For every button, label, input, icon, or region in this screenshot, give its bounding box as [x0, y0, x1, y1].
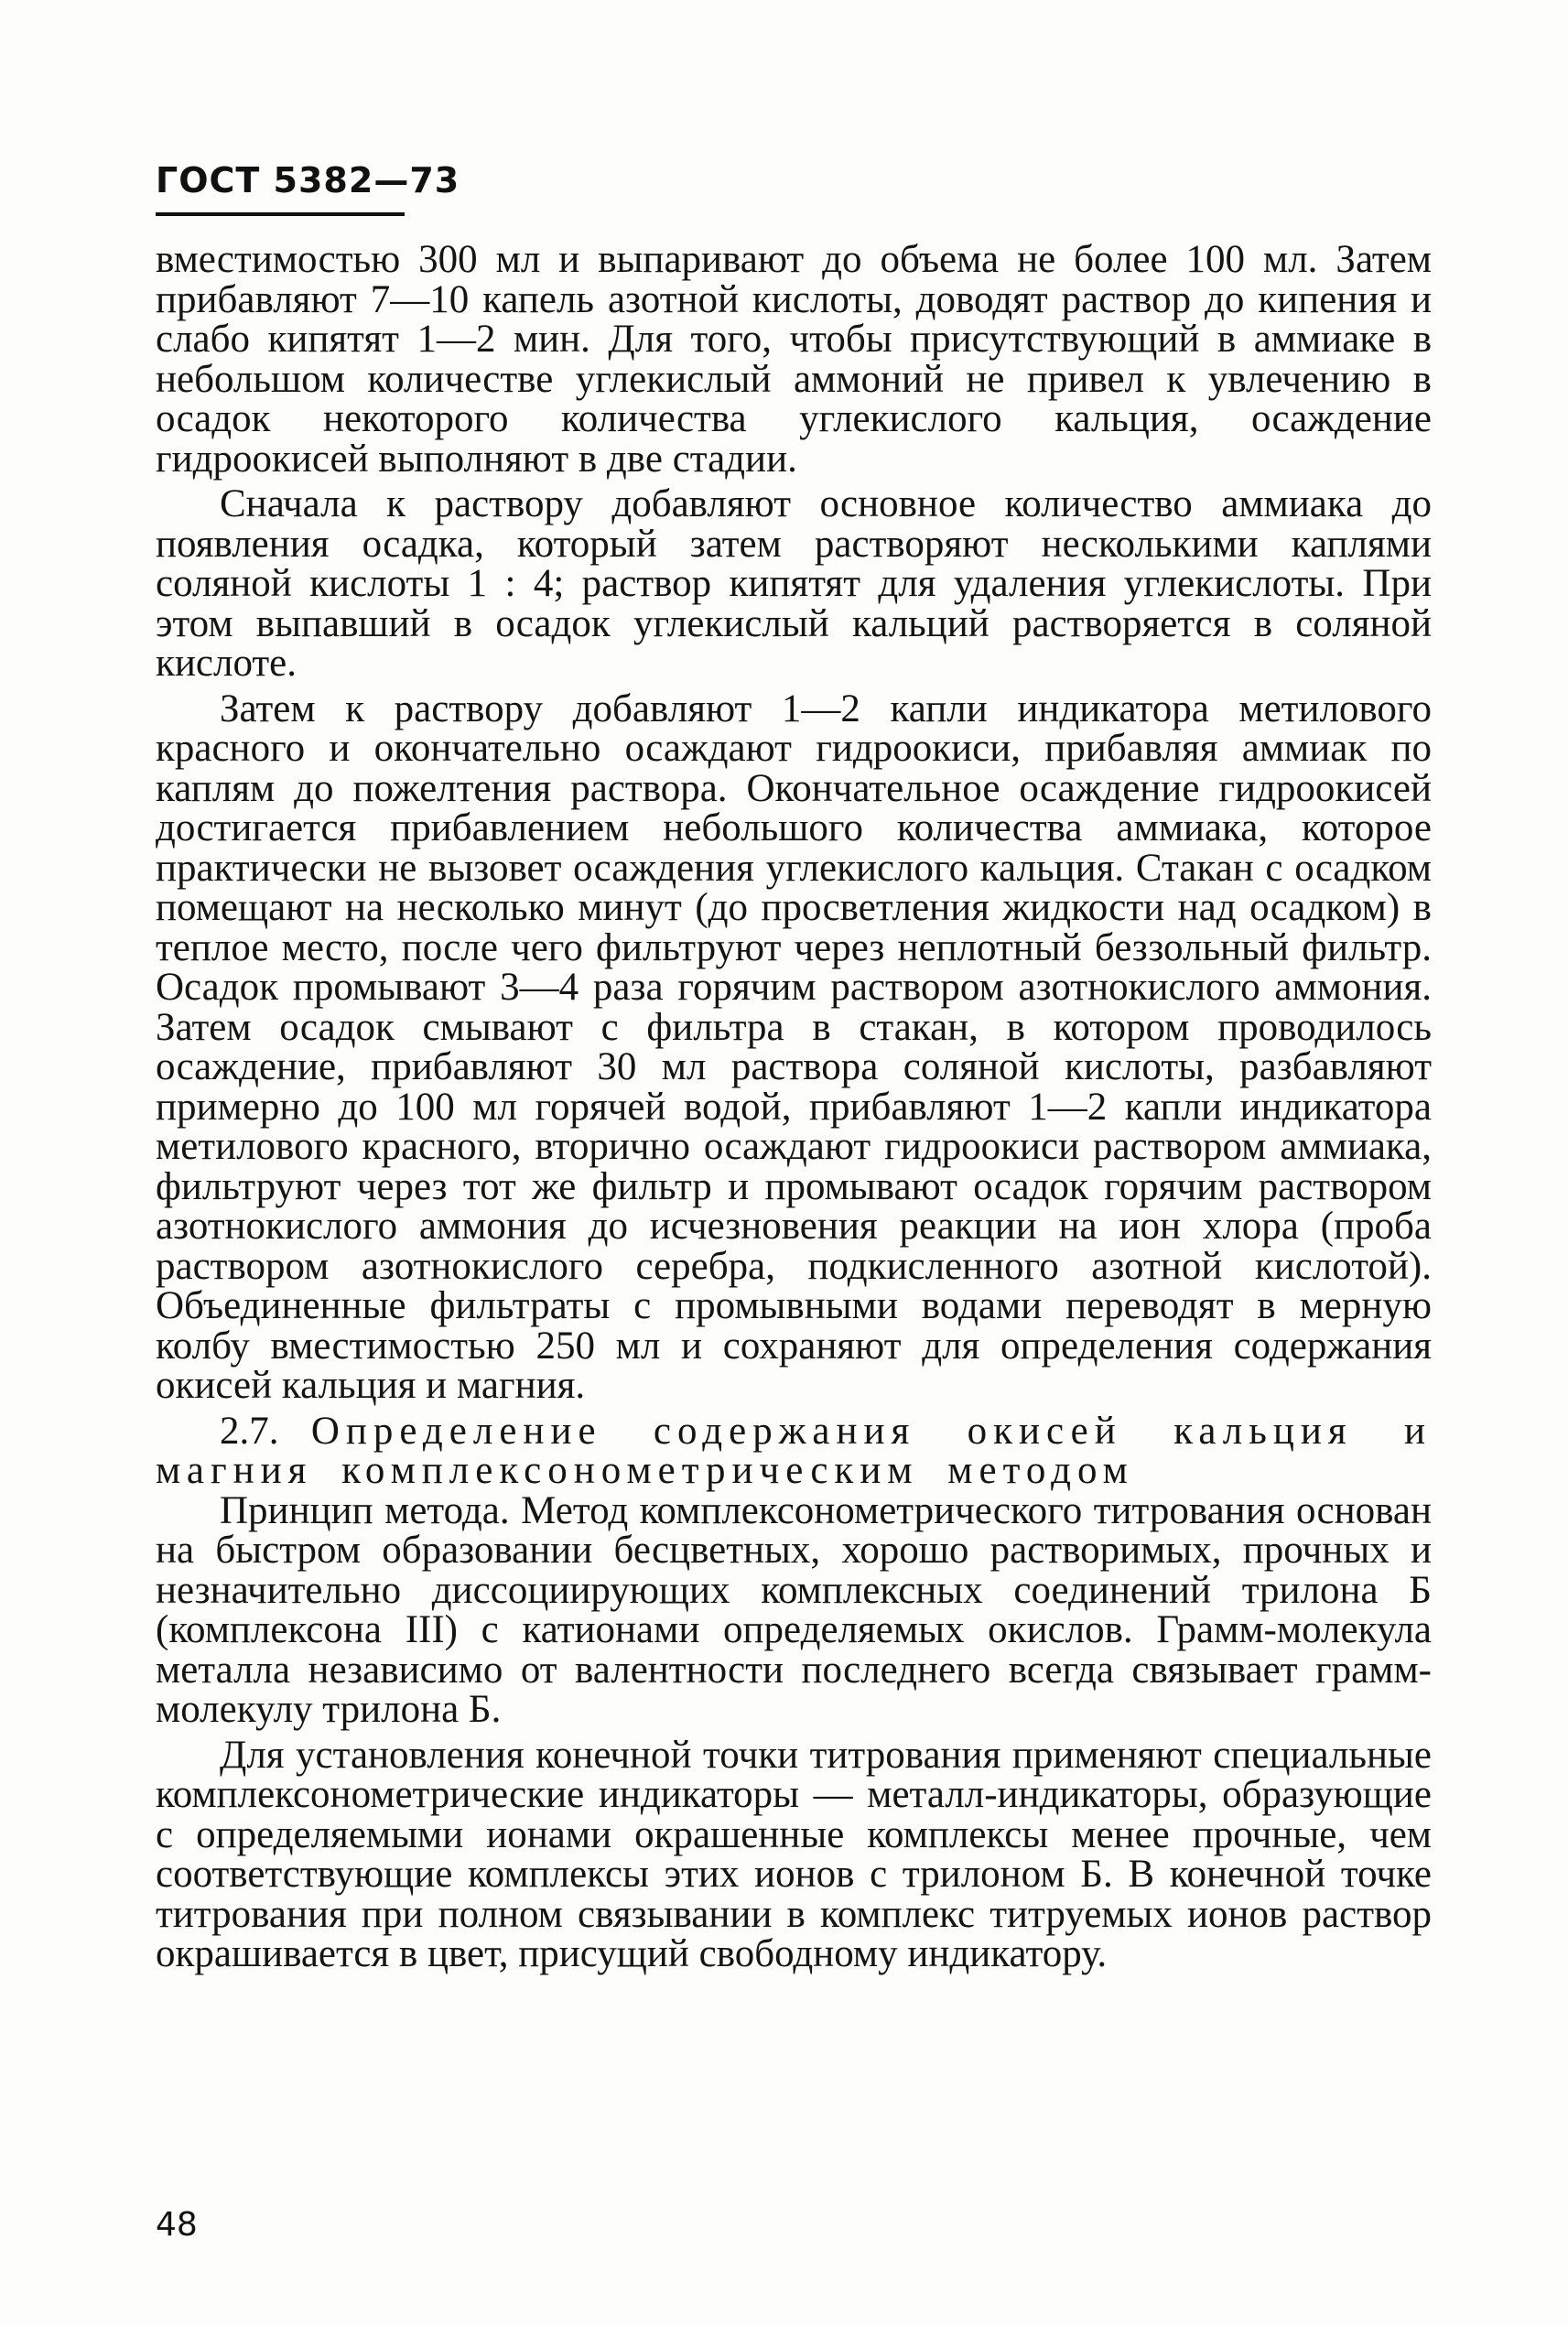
section-heading: [156, 1411, 1432, 1491]
paragraph: вместимостью 300 мл и выпаривают до объема не более 100 мл. Затем прибавляют 7—10 капель азотной кислоты, доводят раствор до кипения и слабо кипятят 1—2 мин. Для того, чтобы присутствующий в аммиаке в небольшом количестве углекислый аммоний не привел к увлечению в осадок некоторого количества углекислого кальция, осаждение гидроокисей выполняют в две стадии.: [156, 238, 1432, 481]
paragraph: Для установления конечной точки титрования применяют специальные комплексонометрические индикаторы — металл-индикаторы, образующие с определяемыми ионами окрашенные комплексы менее прочные, чем соответствующие комплексы этих ионов с трилоном Б. В конечной точке титрования при полном связывании в комплекс титруемых ионов раствор окрашивается в цвет, присущий свободному индикатору.: [156, 1733, 1432, 1975]
paragraph: Принцип метода. Метод комплексонометрического титрования основан на быстром образовании бесцветных, хорошо растворимых, прочных и незначительно диссоциирующих комплексных соединений трилона Б (комплексона III) с катионами определяемых окислов. Грамм-молекула металла независимо от валентности последнего всегда связывает грамм-молекулу трилона Б.: [156, 1488, 1432, 1731]
header-rule: [156, 212, 405, 216]
document-body: [156, 240, 1432, 1974]
paragraph: Затем к раствору добавляют 1—2 капли индикатора метилового красного и окончательно осаждают гидроокиси, прибавляя аммиак по каплям до пожелтения раствора. Окончательное осаждение гидроокисей достигается прибавлением небольшого количества аммиака, которое практически не вызовет осаждения углекислого кальция. Стакан с осадком помещают на несколько минут (до просветления жидкости над осадком) в теплое место, после чего фильтруют через неплотный беззольный фильтр. Осадок промывают 3—4 раза горячим раствором азотнокислого аммония. Затем осадок смывают с фильтра в стакан, в котором проводилось осаждение, прибавляют 30 мл раствора соляной кислоты, разбавляют примерно до 100 мл горячей водой, прибавляют 1—2 капли индикатора метилового красного, вторично осаждают гидроокиси раствором аммиака, фильтруют через тот же фильтр и промывают осадок горячим раствором азотнокислого аммония до исчезновения реакции на ион хлора (проба раствором азотнокислого серебра, подкисленного азотной кислотой). Объединенные фильтраты с промывными водами переводят в мерную колбу вместимостью 250 мл и сохраняют для определения содержания окисей кальция и магния.: [156, 687, 1432, 1407]
page-number: 48: [156, 2206, 198, 2244]
section-title: Определение содержания окисей кальция и магния комплексонометрическим методом: [156, 1409, 1432, 1492]
section-number: 2.7.: [220, 1409, 279, 1453]
paragraph: Сначала к раствору добавляют основное количество аммиака до появления осадка, который затем растворяют несколькими каплями соляной кислоты 1 : 4; раствор кипятят для удаления углекислоты. При этом выпавший в осадок углекислый кальций растворяется в соляной кислоте.: [156, 482, 1432, 685]
document-header: ГОСТ 5382—73: [156, 160, 460, 200]
